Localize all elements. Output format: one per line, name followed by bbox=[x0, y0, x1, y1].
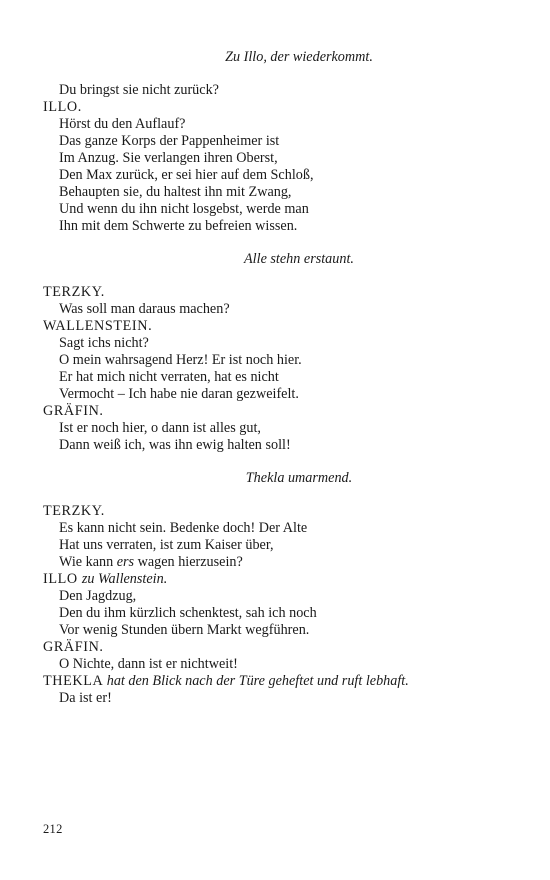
speaker-name: GRÄFIN. bbox=[43, 403, 104, 419]
speaker-direction: zu Wallenstein. bbox=[81, 571, 168, 587]
verse-line: Vermocht – Ich habe nie daran gezweifelt. bbox=[59, 386, 299, 402]
verse-emphasis: ers bbox=[116, 554, 135, 570]
play-text bbox=[43, 49, 513, 707]
verse-line bbox=[43, 554, 513, 571]
speaker-name: THEKLA bbox=[43, 673, 103, 689]
verse-line: Im Anzug. Sie verlangen ihren Oberst, bbox=[59, 150, 278, 166]
verse-line: Dann weiß ich, was ihn ewig halten soll! bbox=[59, 437, 291, 453]
stage-direction: Thekla umarmend. bbox=[245, 470, 353, 486]
verse-line: Das ganze Korps der Pappenheimer ist bbox=[59, 133, 280, 149]
verse-text: wagen hierzusein? bbox=[134, 554, 243, 570]
verse-line: Ihn mit dem Schwerte zu befreien wissen. bbox=[59, 218, 298, 234]
speaker-name: WALLENSTEIN. bbox=[43, 318, 153, 334]
stage-direction: Alle stehn erstaunt. bbox=[244, 251, 354, 267]
speaker-name: ILLO bbox=[43, 571, 78, 587]
verse-line: Behaupten sie, du haltest ihn mit Zwang, bbox=[59, 184, 292, 200]
stage-direction: Zu Illo, der wiederkommt. bbox=[225, 49, 373, 65]
verse-line: Ist er noch hier, o dann ist alles gut, bbox=[59, 420, 261, 436]
verse-line: Vor wenig Stunden übern Markt wegführen. bbox=[59, 622, 310, 638]
verse-line: Sagt ichs nicht? bbox=[59, 335, 149, 351]
verse-line: Du bringst sie nicht zurück? bbox=[59, 82, 219, 98]
page-number: 212 bbox=[43, 822, 63, 836]
verse-line: Es kann nicht sein. Bedenke doch! Der Alte bbox=[59, 520, 308, 536]
verse-line: Da ist er! bbox=[59, 690, 112, 706]
verse-line: O mein wahrsagend Herz! Er ist noch hier. bbox=[59, 352, 302, 368]
verse-line: Den du ihm kürzlich schenktest, sah ich noch bbox=[59, 605, 317, 621]
verse-line: Und wenn du ihn nicht losgebst, werde man bbox=[59, 201, 309, 217]
verse-line: Den Max zurück, er sei hier auf dem Schloß, bbox=[59, 167, 314, 183]
verse-line: Hat uns verraten, ist zum Kaiser über, bbox=[59, 537, 274, 553]
speaker-with-direction bbox=[43, 571, 513, 588]
verse-text: Wie kann bbox=[59, 554, 117, 570]
verse-line: Er hat mich nicht verraten, hat es nicht bbox=[59, 369, 279, 385]
verse-line: Was soll man daraus machen? bbox=[59, 301, 230, 317]
speaker-with-direction bbox=[43, 673, 513, 690]
speaker-direction: hat den Blick nach der Türe geheftet und ruft lebhaft. bbox=[106, 673, 409, 689]
speaker-name: TERZKY. bbox=[43, 503, 105, 519]
verse-line: Hörst du den Auflauf? bbox=[59, 116, 186, 132]
speaker-name: TERZKY. bbox=[43, 284, 105, 300]
speaker-name: ILLO. bbox=[43, 99, 82, 115]
speaker-name: GRÄFIN. bbox=[43, 639, 104, 655]
verse-line: Den Jagdzug, bbox=[59, 588, 137, 604]
verse-line: O Nichte, dann ist er nichtweit! bbox=[59, 656, 238, 672]
